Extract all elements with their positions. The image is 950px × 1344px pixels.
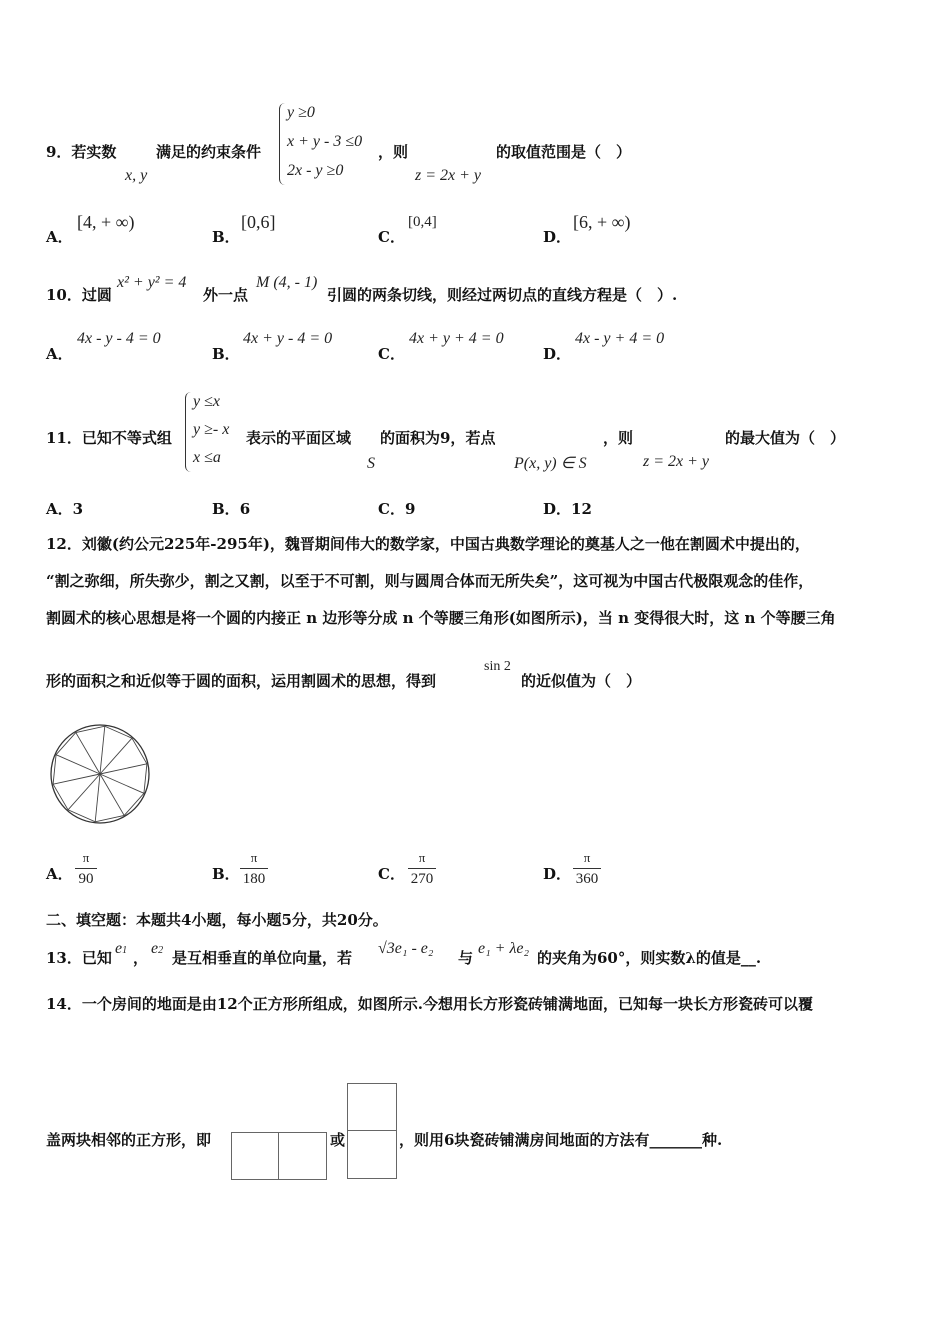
horizontal-tile-right [278, 1132, 327, 1180]
q10-opt-a-val: 4x - y - 4 = 0 [77, 330, 161, 347]
q14-line-1: 14．一个房间的地面是由12个正方形所组成，如图所示.今想用长方形瓷砖铺满地面，已知每一块长方形瓷砖可以覆 [46, 995, 813, 1013]
radius-line [68, 774, 100, 810]
q13-expr1: √3e₁ - e₂ [378, 940, 434, 957]
q9-brace [279, 103, 286, 185]
q12-sin: sin 2 [484, 659, 511, 674]
q13-mid: 是互相垂直的单位向量，若 [172, 949, 353, 967]
q9-opt-d-val: [6, + ∞) [573, 212, 631, 232]
q12-line-2: “割之弥细，所失弥少，割之又割，以至于不可割，则与圆周合体而无所失矣”，这可视为中国古代极限观念的佳作， [46, 572, 814, 590]
q10-tail: 引圆的两条切线，则经过两切点的直线方程是（ ）. [327, 286, 678, 304]
q13-comma: ， [133, 949, 149, 967]
q11-opt-b: B．6 [212, 500, 251, 518]
q9-opt-b-val: [0,6] [241, 212, 276, 232]
q11-constraint-3: x ≤a [193, 449, 221, 466]
q12-opt-c-label: C． [378, 865, 405, 883]
q10-opt-c-val: 4x + y + 4 = 0 [409, 330, 504, 347]
q12-line-3: 割圆术的核心思想是将一个圆的内接正 n 边形等分成 n 个等腰三角形(如图所示)，当 n 变得很大时，这 n 个等腰三角 [46, 609, 836, 627]
q11-s: S [367, 455, 375, 472]
q9-opt-b-label: B． [212, 228, 240, 246]
q11-opt-c: C．9 [378, 500, 416, 518]
q10-lead: 10．过圆 [46, 286, 112, 304]
q13-lead: 13．已知 [46, 949, 112, 967]
polygon-circle-figure [48, 723, 154, 827]
radius-line [100, 774, 124, 815]
q11-opt-d: D．12 [543, 500, 592, 518]
q11-z: z = 2x + y [643, 453, 710, 470]
q9-opt-a-val: [4, + ∞) [77, 212, 135, 232]
q12-line-1: 12．刘徽(约公元225年-295年)，魏晋期间伟大的数学家，中国古典数学理论的奠基人之一他在割圆术中提出的， [46, 535, 810, 553]
q11-lead: 11．已知不等式组 [46, 429, 172, 447]
q10-opt-a-label: A． [46, 345, 73, 363]
q12-opt-a-fraction: π 90 [75, 850, 97, 888]
q10-opt-b-val: 4x + y - 4 = 0 [243, 330, 333, 347]
q9-lead: 9．若实数 [46, 143, 117, 161]
q13-expr2: e₁ + λe₂ [478, 940, 530, 957]
q10-point: M (4, - 1) [256, 274, 318, 291]
q11-constraint-2: y ≥- x [193, 421, 230, 438]
q12-opt-d-label: D． [543, 865, 572, 883]
radius-line [100, 764, 147, 774]
q9-opt-c-val: [0,4] [408, 214, 437, 230]
q10-opt-d-label: D． [543, 345, 572, 363]
q12-opt-c-fraction: π 270 [408, 850, 436, 888]
q12-line-4b: 的近似值为（ ） [521, 672, 642, 690]
q10-opt-c-label: C． [378, 345, 405, 363]
q11-then: ，则 [603, 429, 634, 447]
q11-mid2: 的面积为9，若点 [380, 429, 496, 447]
q9-constraint-3: 2x - y ≥0 [287, 162, 344, 179]
q9-then: ，则 [378, 143, 409, 161]
q10-opt-b-label: B． [212, 345, 240, 363]
q13-tail: 的夹角为60°，则实数λ的值是__. [537, 949, 762, 967]
q10-mid: 外一点 [203, 286, 249, 304]
horizontal-tile-left [231, 1132, 279, 1180]
q13-e1: e1 [115, 940, 128, 957]
q9-opt-a-label: A． [46, 228, 73, 246]
q14-line-2a: 盖两块相邻的正方形，即 [46, 1131, 212, 1149]
radius-line [95, 774, 100, 822]
vertical-tile-top [347, 1083, 397, 1131]
q12-line-4a: 形的面积之和近似等于圆的面积，运用割圆术的思想，得到 [46, 672, 437, 690]
q10-opt-d-val: 4x - y + 4 = 0 [575, 330, 665, 347]
q9-tail: 的取值范围是（ ） [496, 143, 632, 161]
q9-opt-d-label: D． [543, 228, 572, 246]
q11-constraint-1: y ≤x [193, 393, 220, 410]
radius-line [100, 738, 132, 774]
radius-line [56, 755, 100, 774]
q11-brace [185, 392, 192, 472]
q9-constraint-2: x + y - 3 ≤0 [287, 133, 363, 150]
radius-line [100, 774, 144, 793]
radius-line [53, 774, 100, 784]
q9-constraint-1: y ≥0 [287, 104, 315, 121]
q13-with: 与 [458, 949, 474, 967]
q11-opt-a: A．3 [46, 500, 84, 518]
q11-mid: 表示的平面区域 [246, 429, 352, 447]
q9-vars: x, y [125, 167, 148, 184]
q10-circle: x² + y² = 4 [117, 274, 187, 291]
vertical-tile-bottom [347, 1130, 397, 1179]
q12-opt-b-label: B． [212, 865, 240, 883]
q11-tail: 的最大值为（ ） [725, 429, 846, 447]
q13-e2: e2 [151, 940, 164, 957]
radius-line [76, 733, 100, 774]
section-2-heading: 二、填空题：本题共4小题，每小题5分，共20分。 [46, 911, 388, 929]
q9-mid: 满足的约束条件 [156, 143, 262, 161]
q12-opt-a-label: A． [46, 865, 73, 883]
q12-opt-b-fraction: π 180 [240, 850, 268, 888]
q14-or: 或 [330, 1131, 346, 1149]
radius-line [100, 726, 105, 774]
q14-line-2b: ，则用6块瓷砖铺满房间地面的方法有_______种. [399, 1131, 723, 1149]
q11-point: P(x, y) ∈ S [514, 455, 587, 472]
q9-opt-c-label: C． [378, 228, 405, 246]
q9-z: z = 2x + y [415, 167, 482, 184]
q12-opt-d-fraction: π 360 [573, 850, 601, 888]
